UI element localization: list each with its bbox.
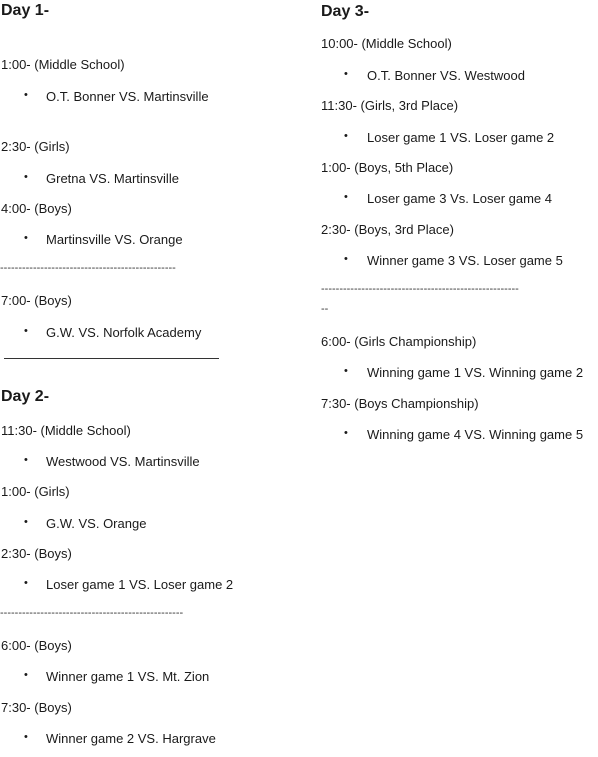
bullet: •: [344, 191, 348, 203]
day2-slot2-time: 1:00- (Girls): [1, 484, 70, 499]
day3-slot4-game: Winner game 3 VS. Loser game 5: [367, 253, 563, 268]
bullet: •: [344, 427, 348, 439]
day3-slot6-time: 7:30- (Boys Championship): [321, 396, 479, 411]
bullet: •: [344, 130, 348, 142]
day1-slot4-game: G.W. VS. Norfolk Academy: [46, 325, 202, 340]
day3-slot1-game: O.T. Bonner VS. Westwood: [367, 68, 525, 83]
bullet: •: [24, 232, 28, 244]
bullet: •: [24, 516, 28, 528]
day2-slot5-game: Winner game 2 VS. Hargrave: [46, 731, 216, 746]
day3-slot2-game: Loser game 1 VS. Loser game 2: [367, 130, 555, 145]
day3-slot6-game: Winning game 4 VS. Winning game 5: [367, 427, 584, 442]
day2-slot3-game: Loser game 1 VS. Loser game 2: [46, 577, 234, 592]
day1-slot2-time: 2:30- (Girls): [1, 139, 70, 154]
day3-heading: Day 3-: [321, 3, 370, 20]
day1-slot3-game: Martinsville VS. Orange: [46, 232, 183, 247]
day1-slot4-time: 7:00- (Boys): [1, 293, 72, 308]
bullet: •: [24, 731, 28, 743]
day2-slot1-game: Westwood VS. Martinsville: [46, 454, 200, 469]
day3-slot3-game: Loser game 3 Vs. Loser game 4: [367, 191, 552, 206]
day3-slot2-time: 11:30- (Girls, 3rd Place): [321, 98, 459, 113]
day3-slot3-time: 1:00- (Boys, 5th Place): [321, 160, 454, 175]
day1-slot1-time: 1:00- (Middle School): [1, 57, 125, 72]
bullet: •: [24, 171, 28, 183]
bullet: •: [24, 577, 28, 589]
bullet: •: [24, 325, 28, 337]
day2-dashed-divider: --------------------------------------------------: [0, 607, 184, 619]
bullet: •: [344, 365, 348, 377]
day2-heading: Day 2-: [1, 388, 50, 405]
day2-slot1-time: 11:30- (Middle School): [1, 423, 131, 438]
day1-slot1-game: O.T. Bonner VS. Martinsville: [46, 89, 209, 104]
day2-slot3-time: 2:30- (Boys): [1, 546, 72, 561]
day3-dashed-divider-wrap: --: [321, 303, 329, 315]
bullet: •: [344, 253, 348, 265]
bullet: •: [344, 68, 348, 80]
day3-dashed-divider: ------------------------------------------------------: [321, 283, 519, 295]
day2-slot4-game: Winner game 1 VS. Mt. Zion: [46, 669, 210, 684]
bullet: •: [24, 454, 28, 466]
day1-slot2-game: Gretna VS. Martinsville: [46, 171, 179, 186]
day2-slot5-time: 7:30- (Boys): [1, 700, 72, 715]
day1-slot3-time: 4:00- (Boys): [1, 201, 72, 216]
day1-heading: Day 1-: [1, 2, 50, 19]
day-separator-line: [4, 358, 219, 359]
day3-slot5-game: Winning game 1 VS. Winning game 2: [367, 365, 584, 380]
day2-slot4-time: 6:00- (Boys): [1, 638, 72, 653]
day3-slot5-time: 6:00- (Girls Championship): [321, 334, 477, 349]
bullet: •: [24, 89, 28, 101]
day3-slot1-time: 10:00- (Middle School): [321, 36, 452, 51]
bullet: •: [24, 669, 28, 681]
day3-slot4-time: 2:30- (Boys, 3rd Place): [321, 222, 454, 237]
day1-dashed-divider: ------------------------------------------------: [0, 262, 176, 274]
day2-slot2-game: G.W. VS. Orange: [46, 516, 147, 531]
